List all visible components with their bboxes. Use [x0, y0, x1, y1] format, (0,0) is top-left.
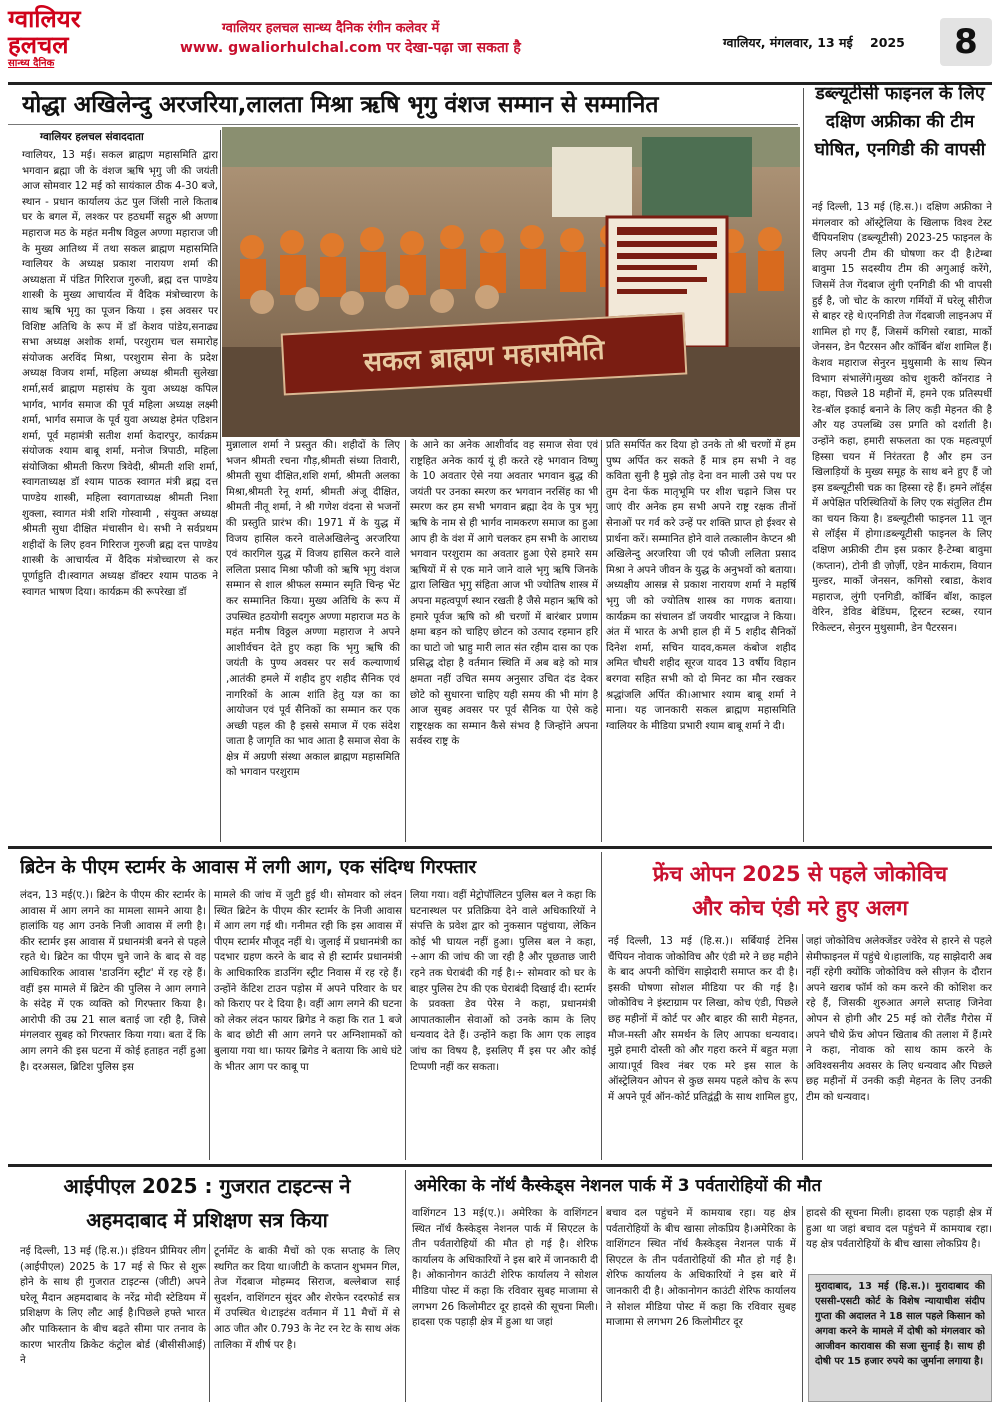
- promo-line-2: [180, 38, 700, 57]
- main-col-divider-1: [220, 130, 221, 842]
- french-col-1: नई दिल्ली, 13 मई (हि.स.)। सर्बियाई टेनिस चैंपियन नोवाक जोकोविच और एंडी मरे ने छह महीने के बाद अपनी कोचिंग साझेदारी समाप्त कर दी है। इसकी घोषणा सोशल मीडिया पर की गई है।जोकोविच ने इंस्टाग्राम पर लिखा, कोच एंडी, पिछले छह महीनों में कोर्ट पर और बाहर की सारी मेहनत, मौज-मस्ती और समर्थन के लिए आपका धन्यवाद। मुझे हमारी दोस्ती को और गहरा करने में बहुत मज़ा आया।पूर्व विश्व नंबर एक मरे इस साल के ऑस्ट्रेलियन ओपन से कुछ समय पहले कोच के रूप में अपने पूर्व ऑन-कोर्ट प्रतिद्वंद्वी के साथ शामिल हुए,: [608, 936, 798, 1103]
- usa-col-2: बचाव दल पहुंचने में कामयाब रहा। यह क्षेत्र पर्वतारोहियों के बीच खासा लोकप्रिय है।अमेरिका के वाशिंगटन स्थित नॉर्थ कैस्केड्स नेशनल पार्क में सिएटल के तीन पर्वतारोहियों की मौत हो गई है। शेरिफ कार्यालय के अधिकारियों ने इस बारे में जानकारी दी है। ओकानोगन काउंटी शेरिफ कार्यालय ने सोशल मीडिया पोस्ट में कहा कि रविवार सुबह माजामा से लगभग 26 किलोमीटर दूर: [606, 1208, 796, 1329]
- main-headline: योद्धा अखिलेन्दु अरजरिया,लालता मिश्रा ऋषि भृगु वंशज सम्मान से सम्मानित: [22, 92, 659, 118]
- main-byline: ग्वालियर हलचल संवाददाता: [40, 131, 144, 143]
- uk-col-divider-1: [209, 890, 210, 1160]
- section-rule-1: [8, 846, 992, 849]
- main-col-1: ग्वालियर, 13 मई। सकल ब्राह्मण महासमिति द्वारा भगवान ब्रह्मा जी के वंशज ऋषि भृगु जी की जयंती आज सोमवार 12 मई को सायंकाल ठीक 4-30 बजे, स्थान - प्रधान कार्यालय ऊंट पुल जिंसी नाले किताब घर के बगल में, लश्कर पर हठधर्मी सद्गुरु श्री अण्णा महाराज मठ के महंत मनीष विठ्ठल अण्णा महाराज जी के मुख्य आतिथ्य में तथा सकल ब्राह्मण महासमिति ग्वालियर के अध्यक्ष प्रकाश नारायण शर्मा की अध्यक्षता में पंडित गिरिराज गुरुजी, ब्रह्म दत्त पाण्डेय शास्त्री के मुख्य आचार्यत्व में वैदिक मंत्रोच्चारण के साथ ऋषि भृगु का पूजन किया । इस अवसर पर विशिष्ट अतिथि के रूप में डॉ केशव पांडेय,सनाढ्य सभा अध्यक्ष अशोक शर्मा, परशुराम चल समारोह संयोजक अरविंद मिश्रा, परशुराम सेना के प्रदेश अध्यक्ष विजय शर्मा, महिला अध्यक्ष श्रीमती सुलेखा शर्मा,सर्व ब्राह्मण महासंघ के युवा अध्यक्ष कपिल भार्गव, भार्गव समाज की पूर्व महिला अध्यक्ष लक्ष्मी शर्मा, भार्गव समाज के पूर्व युवा अध्यक्ष हेमंत एडिशन शर्मा, पूर्व महामंत्री सतीश शर्मा केदारपुर, कार्यक्रम संयोजक श्याम बाबू शर्मा, मनोज त्रिपाठी, महिला संयोजिका श्रीमती किरण त्रिवेदी, श्रीमती शशि शर्मा, स्वागताध्यक्ष डॉ श्याम पाठक स्वागत मंत्री ब्रह्म दत्त पाण्डेय शास्त्री, महिला स्वागताध्यक्ष श्रीमती निशा शुक्ला, स्वागत मंत्री शशि गोस्वामी , संयुक्त अध्यक्ष श्रीमती सुधा दीक्षित मंचासीन थे। सभी ने सर्वप्रथम शहीदों के लिए हवन गिरिराज गुरुजी ब्रह्म दत्त पाण्डेय शास्त्री के आचार्यत्व में वैदिक मंत्रोच्चारण से कर पूर्णाहुति दी।स्वागत अध्यक्ष डॉक्टर श्याम पाठक ने स्वागत भाषण दिया। कार्यक्रम की रूपरेखा डॉ: [22, 150, 218, 598]
- uk-headline: ब्रिटेन के पीएम स्टार्मर के आवास में लगी आग, एक संदिग्ध गिरफ्तार: [20, 857, 477, 878]
- year-text: 2025: [870, 35, 905, 50]
- ipl-headline-line-2: अहमदाबाद में प्रशिक्षण सत्र किया: [86, 1208, 328, 1232]
- page-number-box: [940, 18, 992, 66]
- main-right-divider: [803, 88, 804, 842]
- usa-col-1: वाशिंगटन 13 मई(ए.)। अमेरिका के वाशिंगटन स्थित नॉर्थ कैस्केड्स नेशनल पार्क में सिएटल के तीन पर्वतारोहियों की मौत हो गई है। शेरिफ कार्यालय के अधिकारियों ने इस बारे में जानकारी दी है। ओकानोगन काउंटी शेरिफ कार्यालय ने सोशल मीडिया पोस्ट में कहा कि रविवार सुबह माजामा से लगभग 26 किलोमीटर दूर हादसे की सूचना मिली। हादसा एक पहाड़ी क्षेत्र में हुआ था जहां: [412, 1208, 598, 1329]
- ipl-col-divider: [209, 1244, 210, 1402]
- main-col-divider-2: [405, 440, 406, 842]
- french-col-2: जहां जोकोविच अलेक्जेंडर ज्वेरेव से हारने से पहले सेमीफाइनल में पहुंचे थे।हालांकि, यह साझेदारी अब नहीं रहेगी क्योंकि जोकोविच क्ले सीज़न के दौरान अपने खराब फॉर्म को कम करने की कोशिश कर रहे हैं, जिसकी शुरुआत अगले सप्ताह जिनेवा ओपन से होगी और 25 मई को रोलैंड गैरोस में अपने चौथे फ्रेंच ओपन खिताब की तलाश में हैं।मरे ने कहा, नोवाक को साथ काम करने के अविश्वसनीय अवसर के लिए धन्यवाद और पिछले छह महीनों में उनकी कड़ी मेहनत के लिए उनकी टीम को धन्यवाद।: [806, 936, 992, 1103]
- ipl-col-2: टूर्नामेंट के बाकी मैचों को एक सप्ताह के लिए स्थगित कर दिया था।जीटी के कप्तान शुभमन गिल, तेज गेंदबाज मोहम्मद सिराज, बल्लेबाज साई सुदर्शन, वाशिंगटन सुंदर और शेरफेन रदरफोर्ड सत्र में उपस्थित थे।टाइटंस वर्तमान में 11 मैचों में से आठ जीत और 0.793 के नेट रन रेट के साथ अंक तालिका में शीर्ष पर है।: [214, 1246, 400, 1351]
- ipl-headline-line-1: आईपीएल 2025 : गुजरात टाइटन्स ने: [63, 1174, 351, 1198]
- usa-headline: अमेरिका के नॉर्थ कैस्केड्स नेशनल पार्क में 3 पर्वतारोहियों की मौत: [414, 1176, 822, 1196]
- date-text: ग्वालियर, मंगलवार, 13 मई: [723, 35, 853, 50]
- main-col-4: प्रति समर्पित कर दिया हो उनके तो श्री चरणों में हम पुष्प अर्पित कर सकते हैं मात्र हम सभी ने वह कविता सुनी है मुझे तोड़ देना वन माली उसे पथ पर तुम देना फेंक मातृभूमि पर शीश चढ़ाने जिस पर जाएं वीर अनेक हम सभी अपने राष्ट्र रक्षक तीनों सेनाओं पर गर्व करे उन्हें पर शक्ति प्राप्त हो ईश्वर से प्रार्थना करें। सम्मानित होने वाले तत्कालीन केप्टन श्री अखिलेन्दु अरजरिया जी एवं फौजी ललिता प्रसाद मिश्रा ने अपने जीवन के युद्ध के अनुभवों को बताया। अध्यक्षीय आसन्न से प्रकाश नारायण शर्मा ने महर्षि भृगु जी को ज्योतिष शास्त्र का गणक बताया। कार्यक्रम का संचालन डॉ जयवीर भारद्वाज ने किया। अंत में भारत के अभी हाल ही में 5 शहीद सैनिकों दिनेश शर्मा, सचिन यादव,कमल कंबोज शहीद अमित चौधरी शहीद सूरज यादव 13 वर्षीय विहान बरगवा सहित सभी को दो मिनट का मौन रखकर श्रद्धांजलि अर्पित की।आभार श्याम बाबू शर्मा ने माना। यह जानकारी सकल ब्राह्मण महासमिति ग्वालियर के मीडिया प्रभारी श्याम बाबू शर्मा ने दी।: [606, 440, 796, 732]
- promo-line-1: ग्वालियर हलचल सान्ध्य दैनिक रंगीन कलेवर में: [222, 21, 440, 36]
- promo-url-link[interactable]: www. gwaliorhulchal.com: [180, 40, 382, 56]
- page-number: 8: [954, 22, 978, 62]
- uk-col-2: मामले की जांच में जुटी हुई थी। सोमवार को लंदन स्थित ब्रिटेन के पीएम कीर स्टार्मर के निजी आवास में आग लग गई थी। गनीमत रही कि इस आवास में पीएम स्टार्मर मौजूद नहीं थे। जुलाई में प्रधानमंत्री का पदभार ग्रहण करने के बाद से ही स्टार्मर प्रधानमंत्री के आधिकारिक डाउनिंग स्ट्रीट निवास में रह रहे हैं। उन्होंने केंटिश टाउन पड़ोस में अपने परिवार के घर को किराए पर दे दिया है। वहीं आग लगने की घटना को लेकर लंदन फायर ब्रिगेड ने कहा कि रात 1 बजे के बाद छोटी सी आग लगने पर अग्निशामकों को बुलाया गया था। फायर ब्रिगेड ने बताया कि आधे घंटे के भीतर आग पर काबू पा: [214, 890, 402, 1073]
- main-photo: [222, 127, 800, 437]
- ipl-col-1: नई दिल्ली, 13 मई (हि.स.)। इंडियन प्रीमियर लीग (आईपीएल) 2025 के 17 मई से फिर से शुरू होने के साथ ही गुजरात टाइटन्स (जीटी) अपने घरेलू मैदान अहमदाबाद के नरेंद्र मोदी स्टेडियम में प्रशिक्षण के लिए लौट आई है।पिछले हफ्ते भारत और पाकिस्तान के बीच बढ़ते सीमा पार तनाव के कारण भारतीय क्रिकेट कंट्रोल बोर्ड (बीसीसीआई) ने: [20, 1246, 206, 1367]
- logo-line-2: हलचल: [8, 30, 69, 59]
- uk-col-divider-2: [405, 890, 406, 1160]
- section-rule-2: [8, 1164, 992, 1167]
- main-col-divider-3: [601, 440, 602, 842]
- uk-right-divider: [601, 852, 602, 1160]
- ipl-right-divider: [405, 1170, 406, 1402]
- uk-col-3: लिया गया। वहीं मेट्रोपॉलिटन पुलिस बल ने कहा कि घटनास्थल पर प्रतिक्रिया देने वाले अधिकारियों ने संपत्ति के प्रवेश द्वार को नुकसान पहुंचाया, लेकिन कोई भी घायल नहीं हुआ। पुलिस बल ने कहा, ÷आग की जांच की जा रही है और पूछताछ जारी रहने तक घेराबंदी की गई है।÷ सोमवार को घर के बाहर पुलिस टेप की एक घेराबंदी दिखाई दी। स्टार्मर के प्रवक्ता डेव पेरेस ने कहा, प्रधानमंत्री आपातकालीन सेवाओं को उनके काम के लिए धन्यवाद देते हैं। उन्होंने कहा कि आग एक लाइव जांच का विषय है, इसलिए मैं इस पर और कोई टिप्पणी नहीं कर सकता।: [410, 890, 596, 1073]
- banner-text: सकल ब्राह्मण महासमिति: [363, 334, 606, 378]
- uk-col-1: लंदन, 13 मई(ए.)। ब्रिटेन के पीएम कीर स्टार्मर के आवास में आग लगने का मामला सामने आया है। हालांकि यह आग उनके निजी आवास में लगी है। कीर स्टार्मर इस आवास में प्रधानमंत्री बनने से पहले रहते थे। ब्रिटेन का पीएम चुने जाने के बाद से वह आधिकारिक आवास 'डाउनिंग स्ट्रीट' में रह रहे हैं। वहीं इस मामले में ब्रिटेन की पुलिस ने आग लगाने के संदेह में एक व्यक्ति को गिरफ्तार किया है। आरोपी की उम्र 21 साल बताई जा रही है, जिसे मंगलवार सुबह को गिरफ्तार किया गया। बता दें कि आग लगने की इस घटना में कोई हताहत नहीं हुआ है। दरअसल, ब्रिटिश पुलिस इस: [20, 890, 206, 1073]
- promo-suffix: पर देखा-पढ़ा जा सकता है: [381, 40, 521, 56]
- usa-col-3: हादसे की सूचना मिली। हादसा एक पहाड़ी क्षेत्र में हुआ था जहां बचाव दल पहुंचने में कामयाब रहा। यह क्षेत्र पर्वतारोहियों के बीच खासा लोकप्रिय है।: [806, 1208, 992, 1251]
- logo-line-3: सान्ध्य दैनिक: [8, 58, 55, 69]
- main-col-3: के आने का अनेक आशीर्वाद वह समाज सेवा एवं राष्ट्रहित अनेक कार्य यूं ही करते रहे भगवान विष्णु के 10 अवतार ऐसे नया अवतार भगवान बुद्ध की जयंती पर उनका स्मरण कर भगवान नरसिंह का भी स्मरण कर हम सभी भगवान ब्रह्मा देव के पुत्र भृगु ऋषि के नाम से ही भार्गव नामकरण समाज का हुआ आप ही के वंश में आगे चलकर हम सभी के आराध्य भगवान परशुराम का अवतार हुआ ऐसे हमारे सम ऋषियों में से एक माने जाने वाले भृगु ऋषि जिनके द्वारा लिखित भृगु संहिता आज भी ज्योतिष शास्त्र में अपना महत्वपूर्ण स्थान रखती है जैसे महान ऋषि को हमारे पूर्वज ऋषि को श्री चरणों में बारंबार प्रणाम क्षमा बड़न को चाहिए छोटन को उत्पाद रहमान हरि का घाटो जो भ्राहु मारी लात संत रहीम दास का एक प्रसिद्ध दोहा है वर्तमान स्थिति में अब बड़े को मात्र क्षमता नहीं उचित समय अनुसार उचित दंड देकर छोटे को सुधारना चाहिए यही समय की भी मांग है आज सुबह अवसर पर पूर्व सैनिक या ऐसे कहे राष्ट्ररक्षक का सम्मान कैसे संभव है जिन्होंने अपना सर्वस्व राष्ट्र के: [410, 440, 598, 748]
- french-headline-line-2: और कोच एंडी मरे हुए अलग: [692, 896, 908, 920]
- masthead-logo[interactable]: [8, 6, 126, 78]
- moradabad-box: [808, 1274, 992, 1402]
- usa-col-divider-1: [601, 1206, 602, 1402]
- logo-line-1: ग्वालियर: [8, 4, 81, 33]
- main-col-2: मुन्नालाल शर्मा ने प्रस्तुत की। शहीदों के लिए भजन श्रीमती रचना गौड़,श्रीमती संध्या तिवारी, श्रीमती सुधा दीक्षित,शशि शर्मा, श्रीमती अलका मिश्रा,श्रीमती रेनू शर्मा, श्रीमती अंजू दीक्षित, श्रीमती नीतू शर्मा, ने श्री गणेश वंदना से भजनों की प्रस्तुति प्रारंभ की। 1971 में के युद्ध में विजय हासिल करने वालेअखिलेन्दु अरजरिया एवं कारगिल युद्ध में विजय हासिल करने वाले ललिता प्रसाद मिश्रा फौजी को ऋषि भृगु वंशज सम्मान से शाल श्रीफल सम्मान स्मृति चिन्ह भेंट कर सम्मानित किया। मुख्य अतिथि के रूप में उपस्थित हठयोगी सदगुरु अण्णा महाराज मठ के महंत मनीष विठ्ठल अण्णा महाराज ने अपने आशीर्वचन देते हुए कहा कि भृगु ऋषि की जयंती के पुण्य अवसर पर सर्व कल्याणार्थ ,आतंकी हमले में शहीद हुए शहीद सैनिक एवं नागरिकों के आत्म शांति हेतु यज्ञ का का आयोजन एवं पूर्व सैनिकों का सम्मान कर एक अच्छी पहल की है इससे समाज में एक संदेश जाता है जागृति का भाव आता है समाज सेवा के क्षेत्र में अग्रणी संस्था अकाल ब्राह्मण महासमिति को भगवान परशुराम: [226, 440, 400, 779]
- header-date: [723, 34, 933, 51]
- main-headline-rule: [8, 124, 798, 125]
- french-headline-line-1: फ्रेंच ओपन 2025 से पहले जोकोविच: [652, 862, 948, 886]
- usa-col-divider-2: [802, 1206, 803, 1402]
- wtc-body: नई दिल्ली, 13 मई (हि.स.)। दक्षिण अफ्रीका ने मंगलवार को ऑस्ट्रेलिया के खिलाफ विश्व टेस्ट चैंपियनशिप (डब्ल्यूटीसी) 2023-25 फाइनल के लिए अपनी टीम की घोषणा कर दी है।टेम्बा बावुमा 15 सदस्यीय टीम की अगुआई करेंगे, जिसमें तेज गेंदबाज लुंगी एनगिडी की भी वापसी हुई है, जो चोट के कारण गर्मियों में घरेलू सीरीज से बाहर रहे थे।एनगिडी तेज गेंदबाजी लाइनअप में शामिल हो गए हैं, जिसमें कगिसो रबाडा, मार्को जेनसन, डेन पैटरसन और कॉर्बिन बॉश शामिल हैं। केशव महाराज सेनुरन मुथुसामी के साथ स्पिन विभाग संभालेंगे।मुख्य कोच शुकरी कॉनराड ने कहा, पिछले 18 महीनों में, हमने एक प्रतिस्पर्धी रेड-बॉल इकाई बनाने के लिए कड़ी मेहनत की है और यह उपलब्धि उस प्रगति को दर्शाती है। उन्होंने कहा, हमारी सफलता का एक महत्वपूर्ण हिस्सा चयन में निरंतरता है और हम उन खिलाड़ियों के मुख्य समूह के साथ बने हुए हैं जो इस डब्ल्यूटीसी चक्र का हिस्सा रहे हैं। हमने लॉर्ड्स में अपेक्षित परिस्थितियों के लिए एक संतुलित टीम का चयन किया है। डब्ल्यूटीसी फाइनल 11 जून से लॉर्ड्स में होगा।डब्ल्यूटीसी फाइनल के लिए दक्षिण अफ्रीकी टीम इस प्रकार है-टेम्बा बावुमा (कप्तान), टोनी डी ज़ोर्ज़ी, एडेन मार्कराम, वियान मुल्डर, मार्को जेनसन, कगिसो रबाडा, केशव महाराज, लुंगी एनगिडी, कॉर्बिन बॉश, काइल वेरिन, डेविड बेडिंघम, ट्रिस्टन स्टब्स, रयान रिकेल्टन, सेनुरन मुथुसामी, डेन पैटरसन।: [812, 202, 992, 635]
- french-col-divider: [802, 934, 803, 1160]
- wtc-headline: डब्ल्यूटीसी फाइनल के लिए दक्षिण अफ्रीका की टीम घोषित, एनगिडी की वापसी: [814, 84, 986, 160]
- moradabad-box-text: मुरादाबाद, 13 मई (हि.स.)। मुरादाबाद की एससी-एसटी कोर्ट के विशेष न्यायाधीश संदीप गुप्ता की अदालत ने 18 साल पहले किसान को अगवा करने के मामले में दोषी को मंगलवार को आजीवन कारावास की सजा सुनाई है। साथ ही दोषी पर 15 हजार रुपये का जुर्माना लगाया है।: [815, 1281, 985, 1367]
